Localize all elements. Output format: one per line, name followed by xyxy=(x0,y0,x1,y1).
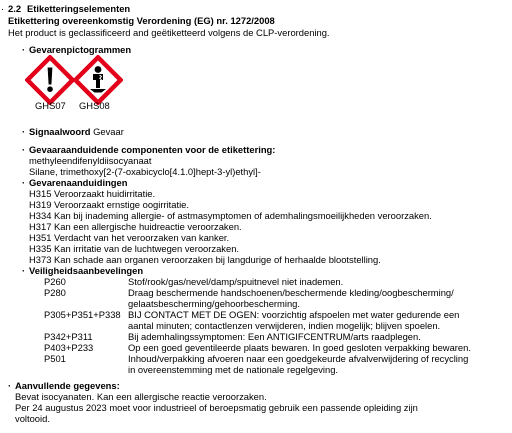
signal-word xyxy=(29,126,124,137)
component-item: methyleendifenyldiisocyanaat xyxy=(29,155,152,166)
precaution-text: Bij ademhalingssymptomen: Een ANTIGIFCENTRUM/arts raadplegen. xyxy=(128,331,421,342)
section-intro: Het product is geclassificeerd and geëtiketteerd volgens de CLP-verordening. xyxy=(8,27,330,38)
health-hazard-icon xyxy=(73,55,123,105)
bullet: · xyxy=(22,144,26,155)
hazard-statement: H315 Veroorzaakt huidirritatie. xyxy=(29,188,156,199)
precaution-text: Stof/rook/gas/nevel/damp/spuitnevel niet inademen. xyxy=(128,276,344,287)
hazard-statement: H334 Kan bij inademing allergie- of astmasymptomen of ademhalingsmoeilijkheden veroorzaken. xyxy=(29,210,432,221)
precaution-text: gelaatsbescherming/gehoorbescherming. xyxy=(128,298,300,309)
precaution-code: P501 xyxy=(44,353,66,364)
signal-word-label: Signaalwoord xyxy=(29,126,91,137)
precaution-text: in overeenstemming met de nationale regelgeving. xyxy=(128,364,339,375)
hazard-statement: H317 Kan een allergische huidreactie veroorzaken. xyxy=(29,221,242,232)
precaution-text: Op een goed geventileerde plaats bewaren. In goed gesloten verpakking bewaren. xyxy=(128,342,471,353)
additional-line: Bevat isocyanaten. Kan een allergische reactie veroorzaken. xyxy=(15,391,267,402)
precaution-text: Inhoud/verpakking afvoeren naar een goedgekeurde afvalverwijdering of recycling xyxy=(128,353,469,364)
precaution-text: aantal minuten; contactlenzen verwijderen, indien mogelijk; blijven spoelen. xyxy=(128,320,441,331)
hazard-statement: H335 Kan irritatie van de luchtwegen veroorzaken. xyxy=(29,243,240,254)
additional-line: Per 24 augustus 2023 moet voor industrieel of beroepsmatig gebruik een passende opleiding zijn xyxy=(15,402,418,413)
pictogram-code: GHS08 xyxy=(79,100,110,111)
signal-word-value: Gevaar xyxy=(93,126,124,137)
precaution-code: P342+P311 xyxy=(44,331,93,342)
bullet: · xyxy=(22,44,26,55)
additional-heading: Aanvullende gegevens: xyxy=(15,380,120,391)
component-item: Silane, trimethoxy[2-(7-oxabicyclo[4.1.0]hept-3-yl)ethyl]- xyxy=(29,166,261,177)
section-title: Etiketteringselementen xyxy=(27,3,131,14)
section-bullet: · xyxy=(1,3,5,14)
bullet: · xyxy=(8,380,12,391)
hazard-heading: Gevarenaanduidingen xyxy=(29,177,128,188)
hazard-statement: H351 Verdacht van het veroorzaken van kanker. xyxy=(29,232,230,243)
pictograms-heading: Gevarenpictogrammen xyxy=(29,44,132,55)
precaution-code: P280 xyxy=(44,287,66,298)
precaution-text: Draag beschermende handschoenen/beschermende kleding/oogbescherming/ xyxy=(128,287,454,298)
components-heading: Gevaaraanduidende componenten voor de etikettering: xyxy=(29,144,276,155)
precaution-code: P403+P233 xyxy=(44,342,94,353)
section-number: 2.2 xyxy=(8,3,22,14)
pictogram-code: GHS07 xyxy=(35,100,66,111)
bullet: · xyxy=(22,265,26,276)
hazard-statement: H319 Veroorzaakt ernstige oogirritatie. xyxy=(29,199,189,210)
hazard-statement: H373 Kan schade aan organen veroorzaken bij langdurige of herhaalde blootstelling. xyxy=(29,254,381,265)
section-subtitle: Etikettering overeenkomstig Verordening (EG) nr. 1272/2008 xyxy=(8,15,275,26)
bullet: · xyxy=(22,126,26,137)
precaution-text: BIJ CONTACT MET DE OGEN: voorzichtig afspoelen met water gedurende een xyxy=(128,309,460,320)
additional-line: voltooid. xyxy=(15,413,50,424)
precaution-code: P305+P351+P338 xyxy=(44,309,121,320)
precaution-heading: Veiligheidsaanbevelingen xyxy=(29,265,144,276)
precaution-code: P260 xyxy=(44,276,66,287)
bullet: · xyxy=(22,177,26,188)
exclamation-mark-icon xyxy=(25,55,75,105)
